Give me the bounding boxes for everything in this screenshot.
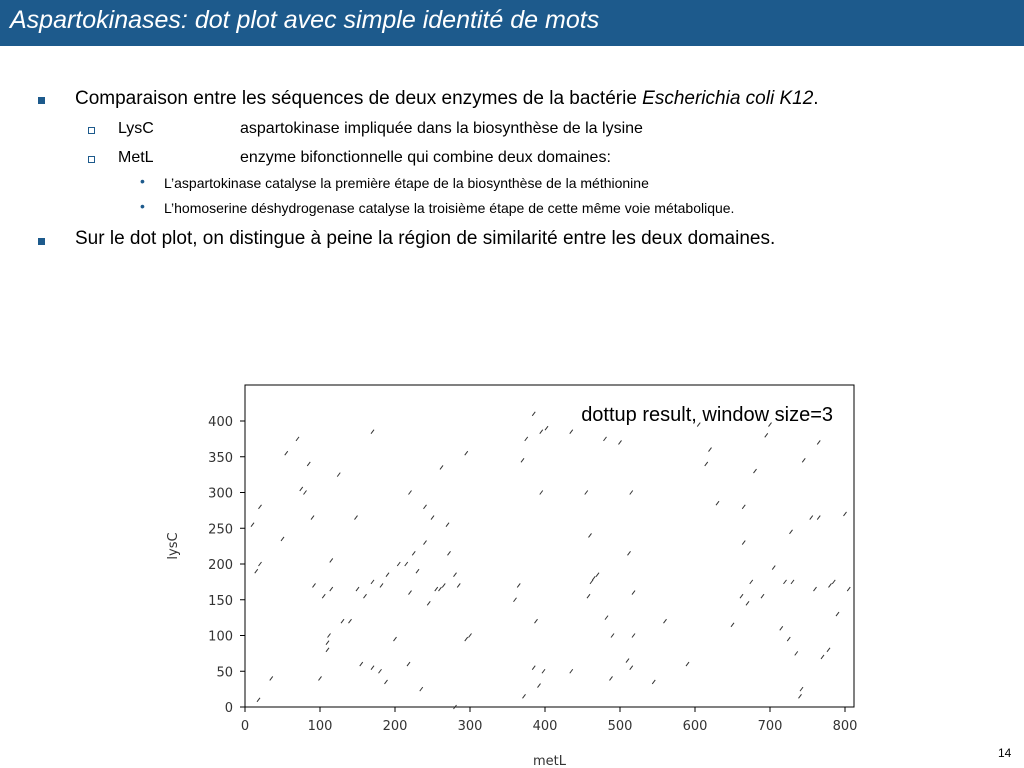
match-dot <box>589 533 592 537</box>
x-tick-label: 800 <box>832 719 858 734</box>
y-tick-label: 200 <box>208 558 233 573</box>
match-dot <box>626 659 629 663</box>
match-dot <box>784 580 787 584</box>
y-tick-label: 0 <box>224 701 233 716</box>
match-dot <box>740 594 743 598</box>
match-dot <box>585 491 588 495</box>
match-dot <box>427 601 430 605</box>
match-dot <box>255 569 258 573</box>
x-tick-label: 500 <box>607 719 633 734</box>
match-dot <box>442 583 445 587</box>
x-tick-label: 400 <box>532 719 558 734</box>
match-dot <box>587 594 590 598</box>
lysc-definition: aspartokinase impliquée dans la biosynthèse de la lysine <box>240 120 643 137</box>
match-dot <box>270 676 273 680</box>
match-dot <box>705 462 708 466</box>
y-tick-label: 50 <box>216 665 233 681</box>
match-dot <box>570 430 573 434</box>
match-dot <box>787 637 790 641</box>
x-tick-label: 700 <box>757 719 783 734</box>
match-dot <box>307 462 310 466</box>
bullet-dotplot: Sur le dot plot, on distingue à peine la région de similarité entre les deux domaines. <box>75 228 776 249</box>
match-dot <box>532 666 535 670</box>
bullet-comparison-end: . <box>813 88 819 109</box>
match-dot <box>386 573 389 577</box>
bullet-comparison-text: Comparaison entre les séquences de deux enzymes de la bactérie <box>75 88 643 109</box>
match-dot <box>540 430 543 434</box>
match-dot <box>821 655 824 659</box>
match-dot <box>397 562 400 566</box>
match-dot <box>326 641 329 645</box>
match-dot <box>716 501 719 505</box>
match-dot <box>311 516 314 520</box>
match-dot <box>385 680 388 684</box>
match-dot <box>469 634 472 638</box>
match-dot <box>628 551 631 555</box>
match-dot <box>416 569 419 573</box>
match-dot <box>448 551 451 555</box>
match-dot <box>281 537 284 541</box>
match-dot <box>523 694 526 698</box>
match-dot <box>364 594 367 598</box>
match-dot <box>330 558 333 562</box>
match-dot <box>790 530 793 534</box>
match-dot <box>570 669 573 673</box>
dot-bullet-icon: • <box>140 173 145 189</box>
match-dot <box>457 583 460 587</box>
match-dot <box>827 648 830 652</box>
match-dot <box>742 541 745 545</box>
match-dot <box>454 573 457 577</box>
match-dot <box>800 687 803 691</box>
match-dot <box>532 412 535 416</box>
x-tick-label: 200 <box>382 719 408 734</box>
match-dot <box>632 634 635 638</box>
match-dot <box>326 648 329 652</box>
match-dot <box>765 433 768 437</box>
match-dot <box>750 580 753 584</box>
match-dot <box>360 662 363 666</box>
match-dot <box>847 587 850 591</box>
match-dot <box>379 669 382 673</box>
y-tick-label: 300 <box>208 486 233 502</box>
match-dot <box>799 694 802 698</box>
match-dot <box>545 426 548 430</box>
match-dot <box>754 469 757 473</box>
match-dot <box>630 666 633 670</box>
match-dot <box>439 587 442 591</box>
dot-bullet-icon: • <box>140 198 145 214</box>
match-dot <box>341 619 344 623</box>
match-dot <box>514 598 517 602</box>
metl-definition: enzyme bifonctionnelle qui combine deux domaines: <box>240 149 611 166</box>
match-dot <box>742 505 745 509</box>
match-dot <box>791 580 794 584</box>
x-tick-label: 600 <box>682 719 708 734</box>
match-dot <box>319 676 322 680</box>
match-dot <box>407 662 410 666</box>
match-dot <box>772 566 775 570</box>
x-tick-label: 0 <box>240 719 250 734</box>
match-dot <box>313 583 316 587</box>
y-tick-label: 100 <box>208 629 233 645</box>
match-dot <box>371 580 374 584</box>
match-dot <box>810 516 813 520</box>
match-dot <box>259 505 262 509</box>
match-dot <box>632 591 635 595</box>
match-dot <box>802 458 805 462</box>
match-dot <box>257 698 260 702</box>
metl-term: MetL <box>118 149 154 166</box>
match-dot <box>322 594 325 598</box>
match-dot <box>817 440 820 444</box>
match-dot <box>731 623 734 627</box>
match-dot <box>259 562 262 566</box>
match-dot <box>652 680 655 684</box>
match-dot <box>817 516 820 520</box>
x-tick-label: 100 <box>307 719 333 734</box>
x-tick-label: 300 <box>457 719 483 734</box>
y-tick-label: 350 <box>208 450 233 466</box>
match-dot <box>435 587 438 591</box>
match-dot <box>630 491 633 495</box>
chart-title: dottup result, window size=3 <box>581 404 833 426</box>
match-dot <box>844 512 847 516</box>
match-dot <box>431 516 434 520</box>
match-dot <box>420 687 423 691</box>
match-dot <box>296 437 299 441</box>
match-dot <box>540 491 543 495</box>
match-dot <box>517 583 520 587</box>
match-dot <box>761 594 764 598</box>
match-dot <box>465 451 468 455</box>
match-dot <box>337 473 340 477</box>
sub-bullet-aspartokinase: L’aspartokinase catalyse la première étape de la biosynthèse de la méthionine <box>164 175 649 191</box>
y-tick-label: 400 <box>208 415 233 430</box>
page-number: 14 <box>998 746 1012 760</box>
match-dot <box>605 616 608 620</box>
y-tick-label: 150 <box>208 593 233 609</box>
match-dot <box>328 634 331 638</box>
match-dot <box>829 583 832 587</box>
match-dot <box>424 541 427 545</box>
match-dot <box>371 666 374 670</box>
match-dot <box>538 684 541 688</box>
match-dot <box>592 576 595 580</box>
match-dot <box>304 491 307 495</box>
match-dot <box>409 491 412 495</box>
plot-frame <box>245 385 854 707</box>
match-dot <box>795 651 798 655</box>
match-dot <box>355 516 358 520</box>
species-name: Escherichia coli K12 <box>642 88 814 109</box>
y-tick-label: 250 <box>208 522 233 538</box>
match-dot <box>424 505 427 509</box>
match-dot <box>300 487 303 491</box>
match-dot <box>610 676 613 680</box>
match-dot <box>330 587 333 591</box>
match-dot <box>409 591 412 595</box>
match-dot <box>664 619 667 623</box>
x-axis-label: metL <box>532 754 567 768</box>
match-dot <box>446 523 449 527</box>
match-dot <box>380 583 383 587</box>
match-dot <box>832 580 835 584</box>
match-dot <box>746 601 749 605</box>
match-dot <box>285 451 288 455</box>
match-dot <box>780 626 783 630</box>
match-dot <box>604 437 607 441</box>
match-dot <box>619 440 622 444</box>
match-dot <box>814 587 817 591</box>
match-dot <box>686 662 689 666</box>
match-dot <box>412 551 415 555</box>
match-dot <box>356 587 359 591</box>
match-dot <box>440 465 443 469</box>
match-dot <box>405 562 408 566</box>
match-dot <box>371 430 374 434</box>
match-dot <box>525 437 528 441</box>
match-dot <box>542 669 545 673</box>
match-dot <box>535 619 538 623</box>
match-dot <box>521 458 524 462</box>
match-dot <box>836 612 839 616</box>
match-dot <box>251 523 254 527</box>
match-dot <box>349 619 352 623</box>
match-dot <box>709 448 712 452</box>
y-axis-label: lysC <box>166 532 181 560</box>
match-dot <box>611 634 614 638</box>
match-dot <box>465 637 468 641</box>
lysc-term: LysC <box>118 120 154 137</box>
match-dot <box>394 637 397 641</box>
match-dot <box>596 573 599 577</box>
slide-title: Aspartokinases: dot plot avec simple identité de mots <box>10 6 600 34</box>
sub-bullet-homoserine: L’homoserine déshydrogenase catalyse la troisième étape de cette même voie métabolique. <box>164 200 735 216</box>
